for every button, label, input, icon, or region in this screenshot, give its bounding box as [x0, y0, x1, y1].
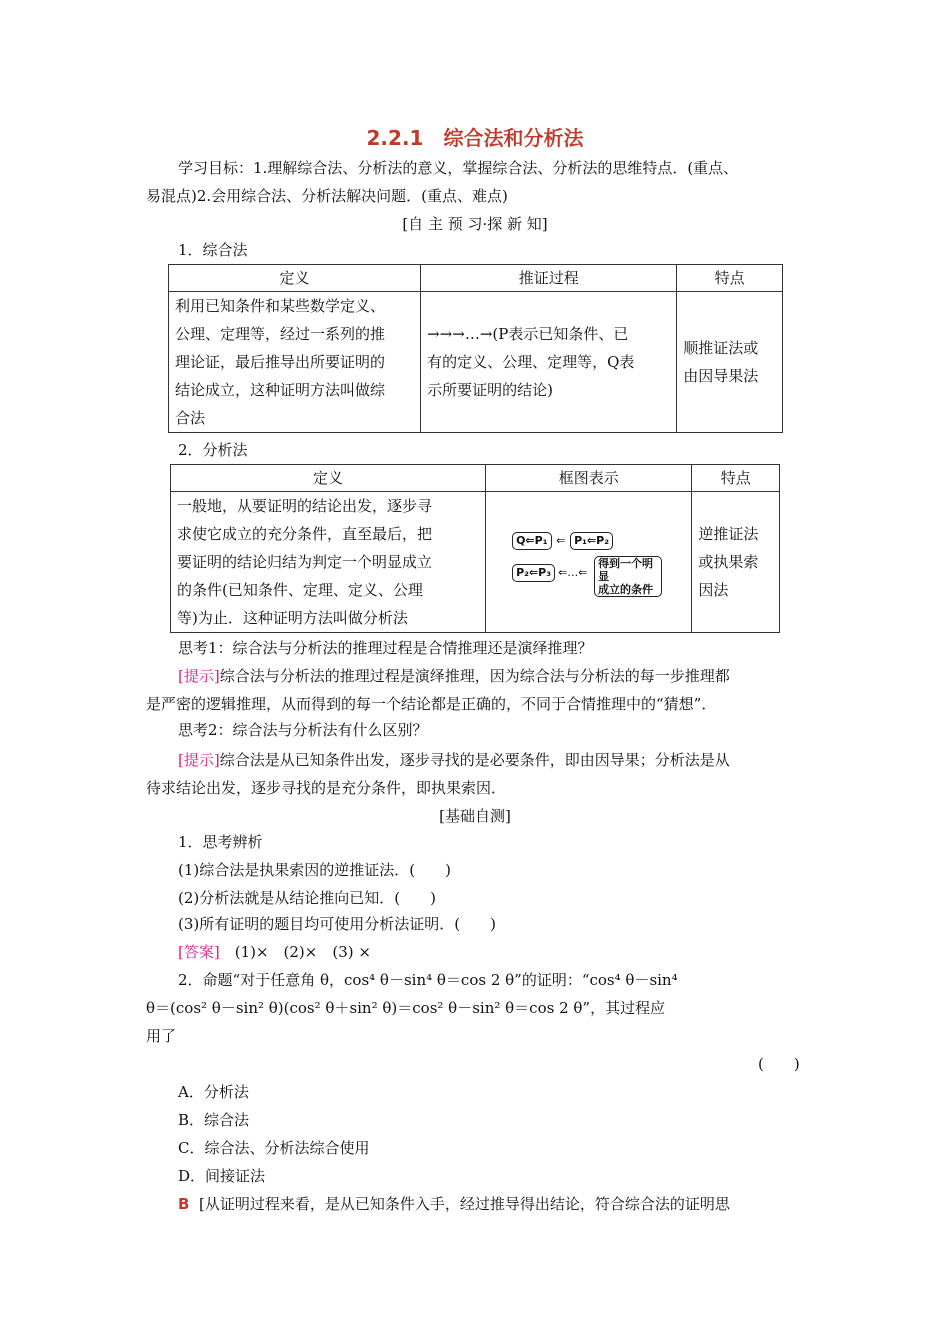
- analysis-table: [170, 464, 780, 633]
- analysis-definition-cell: [171, 492, 486, 633]
- q2-stem-line2: θ＝(cos² θ－sin² θ)(cos² θ＋sin² θ)＝cos² θ－sin² θ＝cos 2 θ”，其过程应: [146, 999, 666, 1017]
- synthesis-process-cell: [421, 292, 677, 433]
- q1-answer-text: (1)× (2)× (3) ×: [219, 943, 371, 961]
- synthesis-def-line: 结论成立，这种证明方法叫做综: [175, 381, 386, 399]
- analysis-feature-line: 或执果索: [698, 553, 759, 571]
- synthesis-feature-line: 由因导果法: [683, 367, 759, 385]
- q2-option-a: A．分析法: [178, 1083, 249, 1101]
- synthesis-def-line: 公理、定理等，经过一系列的推: [175, 325, 386, 343]
- analysis-header-definition: 定义: [171, 465, 486, 492]
- page-title: 2.2.1 综合法和分析法: [366, 126, 584, 150]
- think1-question: 思考1：综合法与分析法的推理过程是合情推理还是演绎推理？: [178, 639, 593, 657]
- hint-label: [提示]: [178, 751, 220, 769]
- q2-answer-letter: B: [178, 1195, 190, 1213]
- analysis-heading: 2．分析法: [178, 441, 248, 459]
- section-basic-header: [基础自测]: [439, 807, 511, 825]
- q2-option-b: B．综合法: [178, 1111, 250, 1129]
- think1-answer-line1: [178, 666, 730, 686]
- synthesis-header-definition: 定义: [169, 265, 421, 292]
- flow-box-text: 得到一个明显: [598, 557, 654, 583]
- analysis-def-line: 的条件(已知条件、定理、定义、公理: [177, 581, 423, 599]
- q1-item: (2)分析法就是从结论推向已知．( ): [178, 889, 436, 907]
- flow-arrow-icon: ⇐: [556, 534, 566, 547]
- flow-dots-icon: ⇐…⇐: [558, 566, 588, 579]
- flow-box-p1-p2: P₁⇐P₂: [570, 532, 613, 550]
- think2-answer-text: 综合法是从已知条件出发，逐步寻找的是必要条件，即由因导果；分析法是从: [219, 751, 730, 769]
- flow-box-q-p1: Q⇐P₁: [512, 532, 551, 550]
- analysis-header-diagram: 框图表示: [486, 465, 692, 492]
- analysis-header-feature: 特点: [692, 465, 780, 492]
- analysis-diagram-cell: [486, 492, 692, 633]
- q1-item: (3)所有证明的题目均可使用分析法证明．( ): [178, 915, 496, 933]
- q1-heading: 1．思考辨析: [178, 833, 263, 851]
- think2-answer-line1: [178, 750, 730, 770]
- synthesis-def-line: 合法: [175, 409, 206, 427]
- analysis-feature-line: 因法: [698, 581, 729, 599]
- flow-box-text: 成立的条件: [598, 583, 654, 596]
- q2-stem-line3: 用了: [146, 1027, 177, 1045]
- synthesis-definition-cell: [169, 292, 421, 433]
- q2-answer-bracket: ( ): [758, 1055, 800, 1073]
- analysis-def-line: 求使它成立的充分条件，直至最后，把: [177, 525, 433, 543]
- learning-goals-line1: 学习目标：1.理解综合法、分析法的意义，掌握综合法、分析法的思维特点．(重点、: [178, 159, 739, 177]
- analysis-def-line: 等)为止．这种证明方法叫做分析法: [177, 609, 408, 627]
- flow-box-obvious-condition: [594, 556, 662, 597]
- synthesis-process-line: 有的定义、公理、定理等，Q表: [427, 353, 635, 371]
- think1-answer-text: 综合法与分析法的推理过程是演绎推理，因为综合法与分析法的每一步推理都: [219, 667, 730, 685]
- synthesis-heading: 1．综合法: [178, 241, 248, 259]
- q2-explanation: [178, 1194, 730, 1214]
- synthesis-def-line: 理论证，最后推导出所要证明的: [175, 353, 386, 371]
- q2-option-c: C．综合法、分析法综合使用: [178, 1139, 370, 1157]
- synthesis-def-line: 利用已知条件和某些数学定义、: [175, 297, 386, 315]
- q2-explanation-text: [从证明过程来看，是从已知条件入手，经过推导得出结论，符合综合法的证明思: [198, 1195, 730, 1213]
- synthesis-table: [168, 264, 783, 433]
- learning-goals-line2: 易混点)2.会用综合法、分析法解决问题．(重点、难点): [146, 187, 508, 205]
- q2-stem-line1: 2．命题“对于任意角 θ，cos⁴ θ－sin⁴ θ＝cos 2 θ”的证明：“cos⁴ θ－sin⁴: [178, 971, 678, 989]
- synthesis-process-line: 示所要证明的结论): [427, 381, 553, 399]
- q2-option-d: D．间接证法: [178, 1167, 266, 1185]
- synthesis-process-line: →→→…→(P表示已知条件、已: [427, 325, 629, 343]
- synthesis-header-feature: 特点: [677, 265, 783, 292]
- answer-label: [答案]: [178, 943, 220, 961]
- analysis-feature-cell: [692, 492, 780, 633]
- flow-box-p2-p3: P₂⇐P₃: [512, 564, 555, 582]
- analysis-feature-line: 逆推证法: [698, 525, 759, 543]
- think2-question: 思考2：综合法与分析法有什么区别？: [178, 721, 428, 739]
- think1-answer-line2: 是严密的逻辑推理，从而得到的每一个结论都是正确的，不同于合情推理中的“猜想”．: [146, 695, 717, 713]
- analysis-flow-diagram: [512, 530, 662, 594]
- q1-item: (1)综合法是执果索因的逆推证法．( ): [178, 861, 451, 879]
- synthesis-header-process: 推证过程: [421, 265, 677, 292]
- synthesis-feature-cell: [677, 292, 783, 433]
- analysis-def-line: 要证明的结论归结为判定一个明显成立: [177, 553, 433, 571]
- synthesis-feature-line: 顺推证法或: [683, 339, 759, 357]
- analysis-def-line: 一般地，从要证明的结论出发，逐步寻: [177, 497, 433, 515]
- section-preview-header: [自 主 预 习·探 新 知]: [402, 215, 548, 233]
- think2-answer-line2: 待求结论出发，逐步寻找的是充分条件，即执果索因．: [146, 779, 507, 797]
- hint-label: [提示]: [178, 667, 220, 685]
- q1-answer: [178, 942, 371, 962]
